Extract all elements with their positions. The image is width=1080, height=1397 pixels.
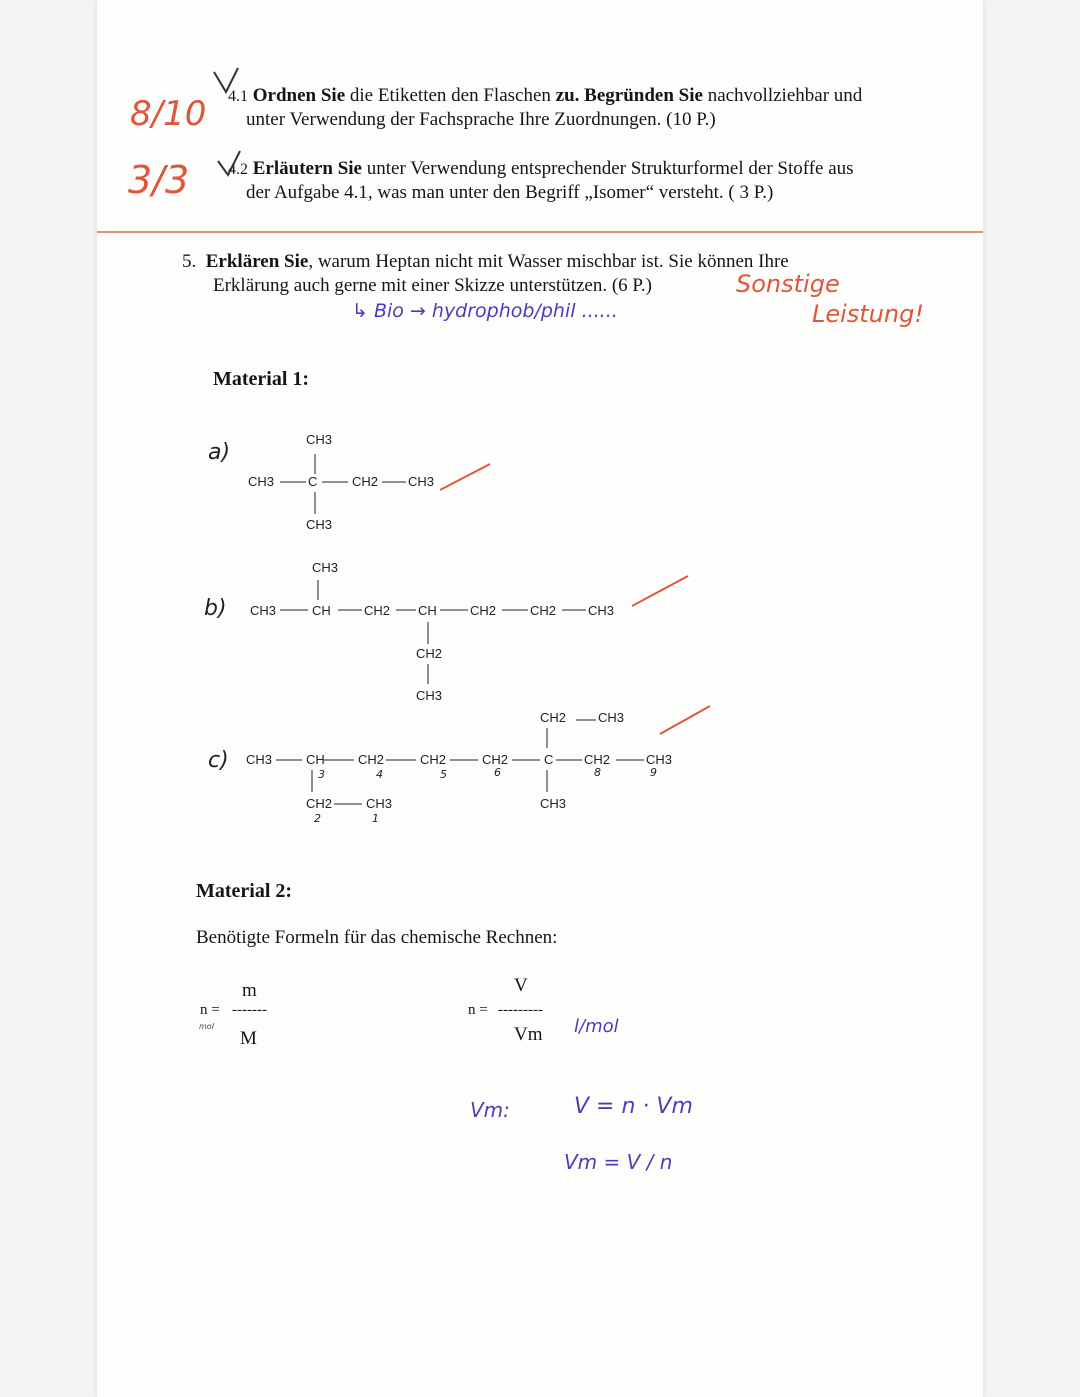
formula-fraction-line: --------- — [498, 1002, 543, 1018]
teacher-comment: Sonstige — [736, 270, 840, 298]
material-2-title: Material 2: — [196, 880, 293, 902]
task-4-1 — [228, 84, 862, 109]
chem-group: CH2 — [416, 646, 443, 661]
check-mark-icon — [214, 145, 250, 181]
task-4-1-line2: unter Verwendung der Fachsprache Ihre Zuordnungen. (10 P.) — [246, 109, 716, 130]
chem-group: CH2 — [584, 752, 611, 767]
chem-group: CH3 — [246, 752, 273, 767]
task-5 — [182, 250, 789, 274]
structure-label-a: a) — [208, 440, 231, 465]
carbon-number: 3 — [318, 768, 325, 781]
chem-group: CH3 — [588, 603, 615, 618]
formula-numerator: m — [242, 980, 257, 1001]
task-5-line2: Erklärung auch gerne mit einer Skizze unterstützen. (6 P.) — [213, 275, 652, 296]
task-text: unter Verwendung entsprechender Strukturformel der Stoffe aus — [362, 158, 854, 179]
carbon-number: 9 — [650, 766, 657, 779]
bond-lines — [240, 700, 720, 810]
material-1-title: Material 1: — [213, 368, 310, 390]
chem-group: CH3 — [598, 710, 625, 725]
task-4-2 — [228, 157, 854, 182]
chem-group: CH2 — [306, 796, 333, 811]
check-mark-icon — [208, 62, 248, 102]
carbon-number: 1 — [372, 812, 379, 825]
task-verb: Erläutern Sie — [252, 158, 362, 179]
formula-unit: l/mol — [574, 1016, 619, 1037]
formula-lhs: n = — [468, 1002, 488, 1018]
section-divider — [97, 231, 983, 233]
structure-label-b: b) — [204, 596, 227, 621]
chem-group: CH2 — [470, 603, 497, 618]
handwritten-calculation: Vm = V / n — [564, 1150, 673, 1174]
task-number: 4.2 — [228, 161, 248, 178]
chem-group: CH3 — [416, 688, 443, 703]
carbon-number: 4 — [376, 768, 383, 781]
carbon-number: 2 — [314, 812, 321, 825]
task-verb: Erklären Sie — [205, 251, 309, 272]
task-number: 4.1 — [228, 88, 248, 105]
bond-lines — [240, 440, 500, 520]
formula-fraction-line: ------- — [232, 1002, 267, 1018]
chem-group: CH3 — [540, 796, 567, 811]
task-text: nachvollziehbar und — [702, 85, 863, 106]
handwritten-note: ↳ Bio → hydrophob/phil ...... — [352, 300, 618, 322]
chem-group: CH2 — [358, 752, 385, 767]
carbon-number: 5 — [440, 768, 447, 781]
task-text: die Etiketten den Flaschen — [345, 85, 556, 106]
formula-numerator: V — [514, 975, 528, 996]
task-verb: zu. — [555, 85, 580, 106]
chem-group: CH2 — [364, 603, 391, 618]
chem-group: C — [544, 752, 554, 767]
task-number: 5. — [182, 251, 197, 272]
bond-lines — [240, 570, 700, 690]
handwritten-calculation: V = n · Vm — [574, 1094, 693, 1119]
chem-group: CH — [418, 603, 437, 618]
chem-group: CH2 — [482, 752, 509, 767]
formula-denominator: Vm — [514, 1024, 543, 1045]
teacher-comment: Leistung! — [812, 300, 924, 328]
chem-group: CH3 — [646, 752, 673, 767]
carbon-number: 8 — [594, 766, 601, 779]
task-text: , warum Heptan nicht mit Wasser mischbar ist. Sie können Ihre — [308, 251, 789, 272]
formula-denominator: M — [240, 1028, 257, 1049]
grade-score-1: 8/10 — [130, 94, 207, 134]
chem-group: CH2 — [420, 752, 447, 767]
chem-group: CH3 — [306, 517, 333, 532]
carbon-number: 6 — [494, 766, 501, 779]
chem-group: CH3 — [250, 603, 277, 618]
handwritten-calculation: Vm: — [470, 1098, 510, 1122]
task-verb: Ordnen Sie — [252, 85, 346, 106]
chem-group: CH3 — [306, 432, 333, 447]
chem-group: CH3 — [366, 796, 393, 811]
chem-group: CH — [312, 603, 331, 618]
task-verb: Begründen Sie — [579, 85, 703, 106]
chem-group: CH3 — [408, 474, 435, 489]
task-4-2-line2: der Aufgabe 4.1, was man unter den Begriff „Isomer“ versteht. ( 3 P.) — [246, 182, 774, 203]
chem-group: CH — [306, 752, 325, 767]
formulas-heading: Benötigte Formeln für das chemische Rechnen: — [196, 927, 558, 948]
worksheet-page — [97, 0, 983, 1397]
formula-unit: mol — [199, 1022, 214, 1031]
chem-group: C — [308, 474, 318, 489]
structure-label-c: c) — [208, 748, 229, 773]
chem-group: CH3 — [248, 474, 275, 489]
grade-score-2: 3/3 — [128, 158, 190, 202]
formula-lhs: n = — [200, 1002, 220, 1018]
chem-group: CH2 — [352, 474, 379, 489]
chem-group: CH2 — [540, 710, 567, 725]
chem-group: CH2 — [530, 603, 557, 618]
chem-group: CH3 — [312, 560, 339, 575]
